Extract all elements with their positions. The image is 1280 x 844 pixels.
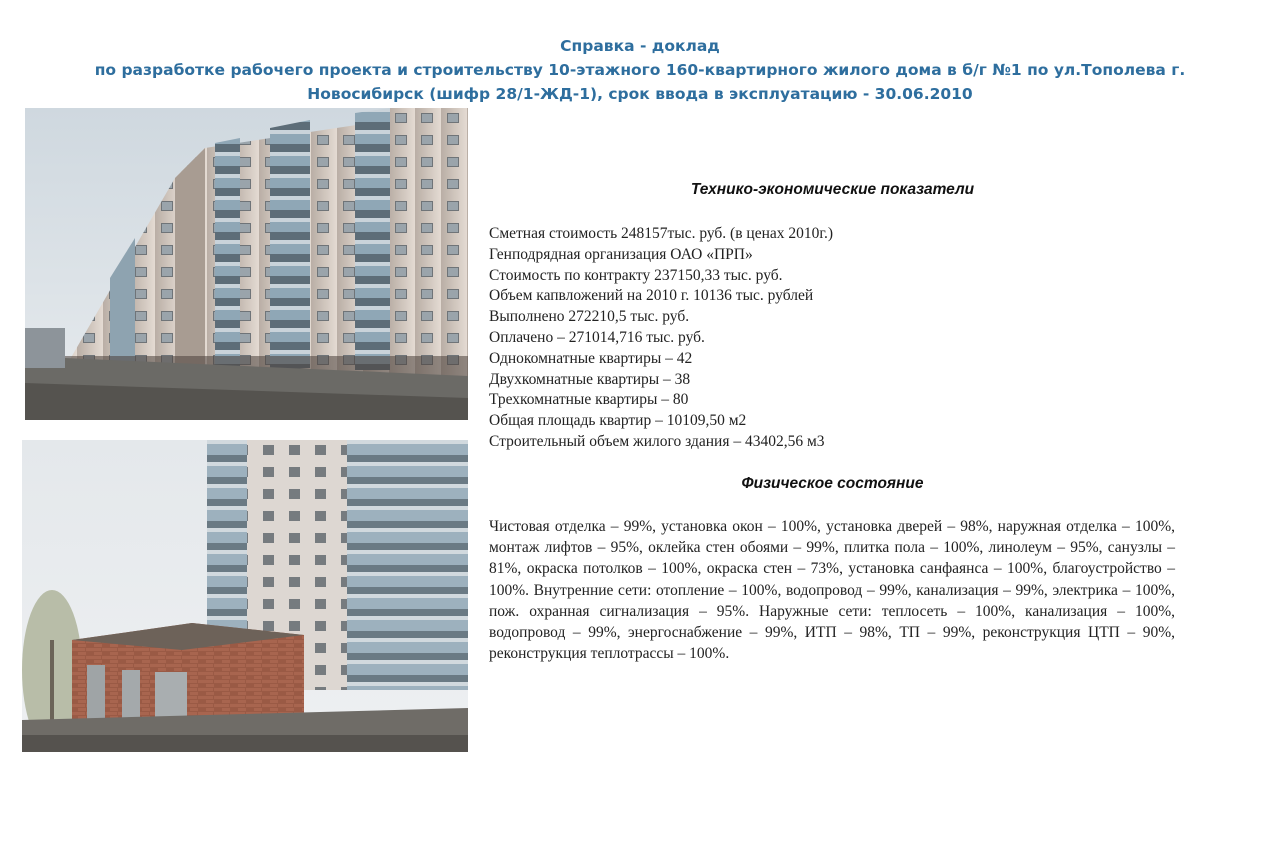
indicator-two-room: Двухкомнатные квартиры – 38	[489, 370, 691, 388]
tech-indicators-list	[489, 224, 1179, 453]
header-line-2: по разработке рабочего проекта и строительству 10-этажного 160-квартирного жилого дома в б/г №1 по ул.Тополева г.	[94, 61, 1186, 79]
header-line-1: Справка - доклад	[560, 37, 720, 55]
indicator-contract-cost: Стоимость по контракту 237150,33 тыс. руб.	[489, 266, 783, 284]
header-line-3: Новосибирск (шифр 28/1-ЖД-1), срок ввода в эксплуатацию - 30.06.2010	[307, 85, 973, 103]
building-photo-front	[25, 108, 468, 420]
physical-condition-text: Чистовая отделка – 99%, установка окон – 100%, установка дверей – 98%, наружная отделка – 100%, монтаж лифтов – 95%, оклейка стен обоями – 99%, плитка пола – 100%, линолеум – 95%, санузлы – 81%, окраска потолков – 100%, окраска стен – 73%, установка санфаянса – 100%, благоустройство – 100%. Внутренние сети: отопление – 100%, водопровод – 99%, канализация – 99%, электрика – 100%, пож. охранная сигнализация – 95%. Наружные сети: теплосеть – 100%, канализация – 100%, водопровод – 99%, энергоснабжение – 99%, ИТП – 98%, ТП – 99%, реконструкция ЦТП – 90%, реконструкция теплотрассы – 100%.	[489, 518, 1175, 663]
indicator-one-room: Однокомнатные квартиры – 42	[489, 349, 693, 367]
physical-condition-title: Физическое состояние	[741, 475, 924, 492]
indicator-building-volume: Строительный объем жилого здания – 43402,56 м3	[489, 432, 825, 450]
indicator-estimated-cost: Сметная стоимость 248157тыс. руб. (в ценах 2010г.)	[489, 225, 834, 242]
indicator-completed: Выполнено 272210,5 тыс. руб.	[489, 308, 690, 326]
indicator-investment-2010: Объем капвложений на 2010 г. 10136 тыс. рублей	[489, 287, 814, 305]
document-header	[0, 34, 1280, 106]
building-photo-garage	[22, 440, 468, 752]
tech-indicators-title: Технико-экономические показатели	[690, 181, 975, 198]
indicator-total-area: Общая площадь квартир – 10109,50 м2	[489, 412, 747, 430]
indicator-three-room: Трехкомнатные квартиры – 80	[489, 391, 689, 409]
indicator-contractor: Генподрядная организация ОАО «ПРП»	[489, 245, 753, 263]
indicator-paid: Оплачено – 271014,716 тыс. руб.	[489, 328, 705, 346]
